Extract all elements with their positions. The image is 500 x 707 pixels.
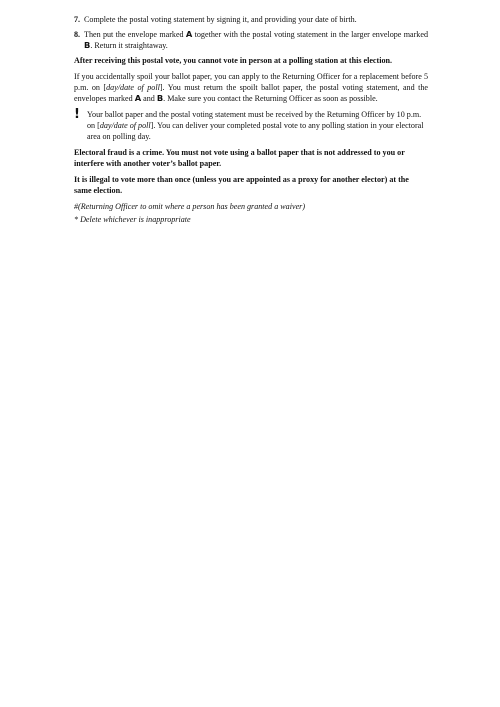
- multiple-voting-warning: It is illegal to vote more than once (unless you are appointed as a proxy for another elector) at the same election.: [74, 175, 409, 195]
- step-text-part: together with the postal voting statement in the larger envelope marked: [192, 30, 428, 39]
- waiver-note: #(Returning Officer to omit where a person has been granted a waiver): [74, 202, 306, 211]
- exclamation-icon: !: [74, 107, 80, 122]
- step-text-part: . Return it straightaway.: [90, 41, 168, 50]
- paragraph-text: and: [141, 94, 157, 103]
- step-7: [74, 14, 428, 25]
- envelope-a-label: A: [134, 93, 142, 103]
- spoilt-ballot-paragraph: [74, 71, 428, 104]
- step-number: 7.: [74, 15, 81, 24]
- deadline-notice: [74, 109, 428, 142]
- paragraph-text: ]. You can deliver your completed postal vote to any polling station in your electoral area on polling day.: [87, 121, 424, 141]
- step-text-part: Then put the envelope marked: [84, 30, 186, 39]
- paragraph-text: If you accidentally spoil your ballot paper, you can apply to the Returning Officer for a replacement before 5 p.m. on [: [74, 72, 428, 92]
- paragraph-text: Your ballot paper and the postal voting statement must be received by the Returning Officer by 10 p.m. on [: [87, 110, 422, 130]
- date-placeholder: day/date of poll: [99, 121, 151, 130]
- step-text: Complete the postal voting statement by signing it, and providing your date of birth.: [84, 15, 357, 24]
- delete-note: * Delete whichever is inappropriate: [74, 215, 191, 224]
- step-8: [74, 29, 428, 51]
- step-text: [84, 29, 428, 51]
- paragraph-text: ]. You must return the spoilt ballot paper, the postal voting statement, and the envelopes marked: [74, 83, 429, 103]
- envelope-b-label: B: [84, 40, 91, 50]
- deadline-text: [87, 109, 428, 142]
- instructions-page: [74, 14, 428, 227]
- after-receiving-warning: After receiving this postal vote, you cannot vote in person at a polling station at this election.: [74, 56, 393, 65]
- envelope-b-label: B: [156, 93, 164, 103]
- envelope-a-label: A: [185, 29, 193, 39]
- date-placeholder: day/date of poll: [106, 83, 160, 92]
- step-number: 8.: [74, 30, 81, 39]
- electoral-fraud-warning: Electoral fraud is a crime. You must not vote using a ballot paper that is not addressed to you or interfere with another voter’s ballot paper.: [74, 148, 405, 168]
- paragraph-text: . Make sure you contact the Returning Officer as soon as possible.: [163, 94, 378, 103]
